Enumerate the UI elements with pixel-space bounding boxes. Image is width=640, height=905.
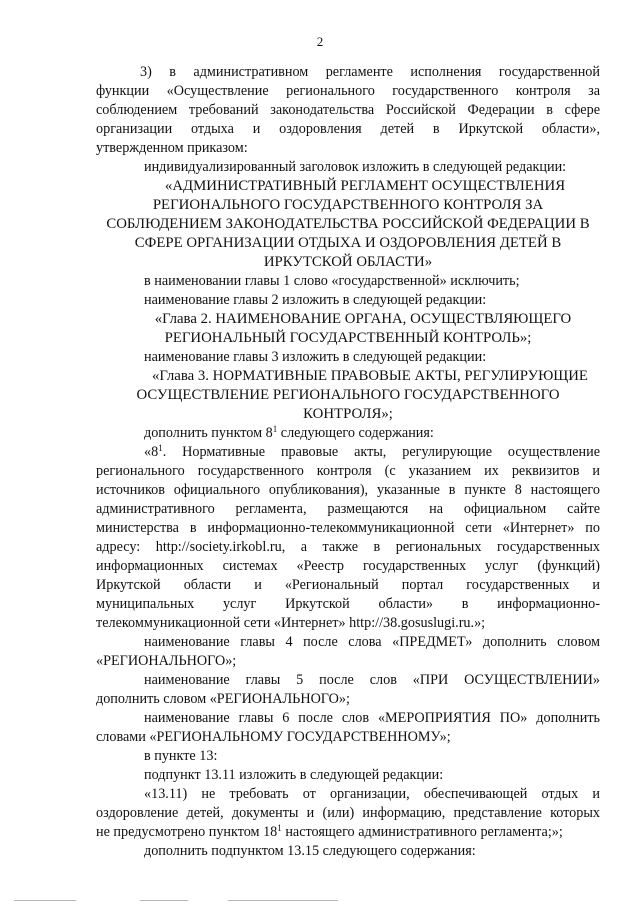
- heading-line: ОСУЩЕСТВЛЕНИЕ РЕГИОНАЛЬНОГО ГОСУДАРСТВЕННОГО: [136, 387, 560, 403]
- heading-line: «Глава 2. НАИМЕНОВАНИЕ ОРГАНА, ОСУЩЕСТВЛЯЮЩЕГО: [154, 311, 572, 327]
- heading-line: ИРКУТСКОЙ ОБЛАСТИ»: [263, 254, 433, 270]
- heading-line: СОБЛЮДЕНИЕМ ЗАКОНОДАТЕЛЬСТВА РОССИЙСКОЙ ФЕДЕРАЦИИ В: [106, 216, 590, 232]
- heading-line: РЕГИОНАЛЬНОГО ГОСУДАРСТВЕННОГО КОНТРОЛЯ ЗА: [152, 197, 544, 213]
- body-line: Иркутской области и «Региональный портал государственных и: [96, 577, 600, 593]
- body-line: телекоммуникационной сети «Интернет» http://38.gosuslugi.ru.»;: [96, 615, 486, 631]
- body-line: 3) в административном регламенте исполнения государственной: [140, 64, 600, 80]
- body-line: административного регламента, размещаются на официальном сайте: [96, 501, 600, 517]
- body-line: дополнить подпунктом 13.15 следующего содержания:: [144, 843, 476, 859]
- body-line: «РЕГИОНАЛЬНОГО»;: [96, 653, 237, 669]
- body-line: словами «РЕГИОНАЛЬНОМУ ГОСУДАРСТВЕННОМУ»;: [96, 729, 451, 745]
- body-line: министерства в информационно-телекоммуникационной сети «Интернет» по: [96, 520, 600, 536]
- superscript: 1: [272, 424, 278, 434]
- body-line: в наименовании главы 1 слово «государственной» исключить;: [144, 273, 520, 289]
- heading-line: «АДМИНИСТРАТИВНЫЙ РЕГЛАМЕНТ ОСУЩЕСТВЛЕНИЯ: [164, 178, 566, 194]
- heading-line: РЕГИОНАЛЬНЫЙ ГОСУДАРСТВЕННЫЙ КОНТРОЛЬ»;: [164, 330, 532, 346]
- text-fragment: не предусмотрено пунктом 18: [96, 824, 278, 840]
- body-line: утвержденном приказом:: [96, 140, 248, 156]
- body-line: муниципальных услуг Иркутской области» в информационно-: [96, 596, 600, 612]
- body-line: наименование главы 5 после слов «ПРИ ОСУЩЕСТВЛЕНИИ»: [144, 672, 600, 688]
- body-line: наименование главы 2 изложить в следующей редакции:: [144, 292, 487, 308]
- heading-line: КОНТРОЛЯ»;: [303, 406, 393, 422]
- body-line: функции «Осуществление регионального государственного контроля за: [96, 83, 600, 99]
- body-line: в пункте 13:: [144, 748, 218, 764]
- body-line: наименование главы 4 после слова «ПРЕДМЕТ» дополнить словом: [144, 634, 600, 650]
- body-line: источников официального опубликования), указанные в пункте 8 настоящего: [96, 482, 600, 498]
- body-line: [144, 424, 434, 442]
- body-line: наименование главы 6 после слов «МЕРОПРИЯТИЯ ПО» дополнить: [144, 710, 600, 726]
- text-fragment: «8: [144, 444, 159, 460]
- body-line: подпункт 13.11 изложить в следующей редакции:: [144, 767, 444, 783]
- text-fragment: . Нормативные правовые акты, регулирующие осуществление: [162, 444, 600, 460]
- body-line: информационных системах «Реестр государственных услуг (функций): [96, 558, 600, 574]
- heading-line: «Глава 3. НОРМАТИВНЫЕ ПРАВОВЫЕ АКТЫ, РЕГУЛИРУЮЩИЕ: [152, 368, 588, 384]
- text-fragment: следующего содержания:: [277, 425, 434, 441]
- text-fragment: настоящего административного регламента;»;: [281, 824, 563, 840]
- body-line: дополнить словом «РЕГИОНАЛЬНОГО»;: [96, 691, 350, 707]
- body-line: регионального государственного контроля (с указанием их реквизитов и: [96, 463, 600, 479]
- body-line: оздоровление детей, документы и (или) информацию, представление которых: [96, 805, 600, 821]
- body-line: соблюдением требований законодательства Российской Федерации в сфере: [96, 102, 600, 118]
- body-line: организации отдыха и оздоровления детей в Иркутской области»,: [96, 121, 600, 137]
- scan-artifact: [14, 900, 76, 901]
- body-line: адресу: http://society.irkobl.ru, а также в региональных государственных: [96, 539, 600, 555]
- text-fragment: дополнить пунктом 8: [144, 425, 273, 441]
- page-number: 2: [316, 34, 324, 49]
- scan-artifact: [140, 900, 188, 901]
- body-line: наименование главы 3 изложить в следующей редакции:: [144, 349, 487, 365]
- scan-artifact: [228, 900, 338, 901]
- heading-line: СФЕРЕ ОРГАНИЗАЦИИ ОТДЫХА И ОЗДОРОВЛЕНИЯ ДЕТЕЙ В: [134, 235, 562, 251]
- body-line: индивидуализированный заголовок изложить в следующей редакции:: [144, 159, 567, 175]
- superscript: 1: [277, 823, 282, 833]
- body-line: [144, 443, 600, 461]
- body-line: «13.11) не требовать от организации, обеспечивающей отдых и: [144, 786, 600, 802]
- superscript: 1: [158, 443, 163, 453]
- body-line: [96, 823, 563, 841]
